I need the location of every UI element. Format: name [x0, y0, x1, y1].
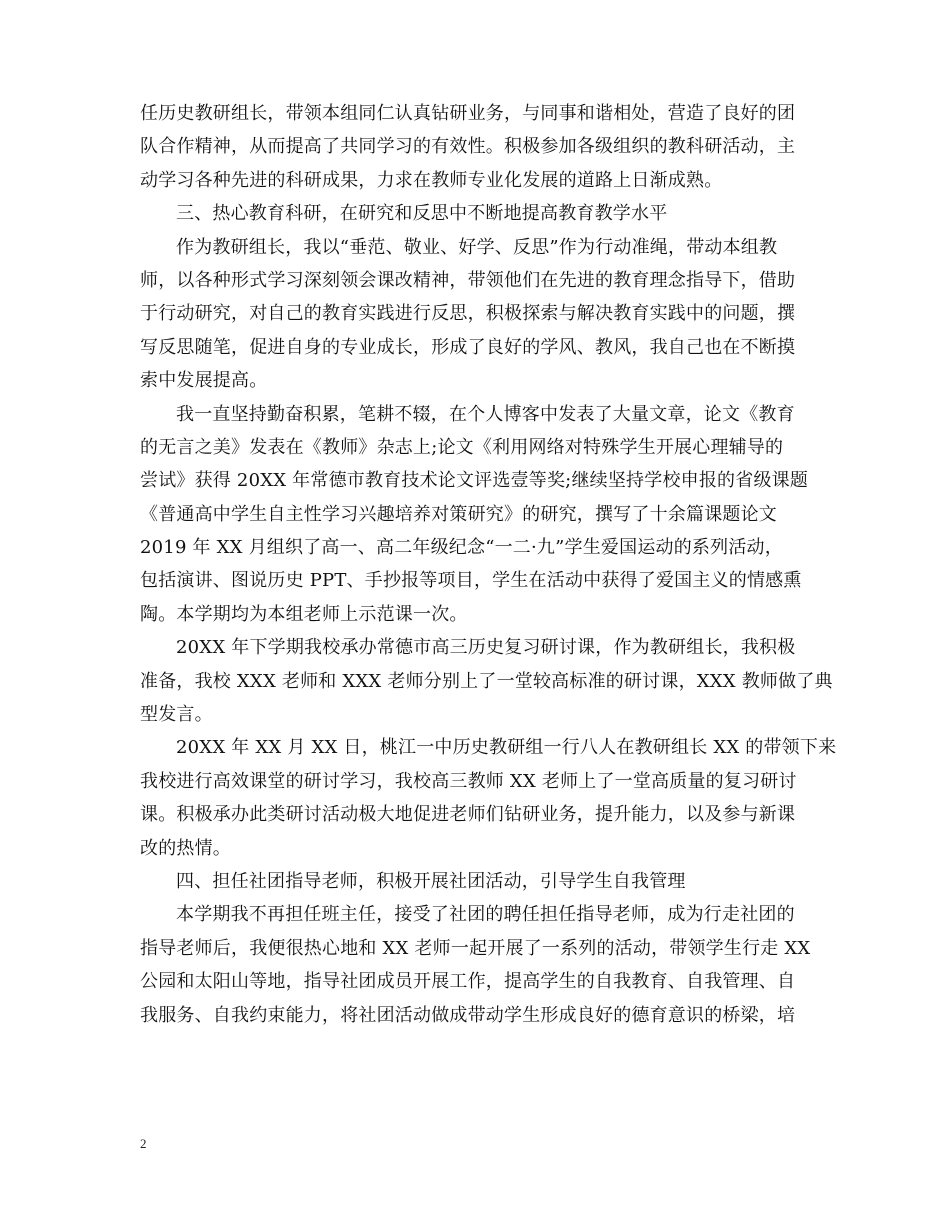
text-line: 写反思随笔，促进自身的专业成长，形成了良好的学风、教风，我自己也在不断摸 [140, 336, 796, 358]
text-line: 索中发展提高。 [140, 370, 268, 392]
text-line: 四、担任社团指导老师，积极开展社团活动，引导学生自我管理 [176, 870, 686, 892]
text-line: 尝试》获得 20XX 年常德市教育技术论文评选壹等奖;继续坚持学校申报的省级课题 [140, 470, 809, 492]
text-line: 我一直坚持勤奋积累，笔耕不辍，在个人博客中发表了大量文章，论文《教育 [176, 403, 795, 425]
text-line: 我服务、自我约束能力，将社团活动做成带动学生形成良好的德育意识的桥梁，培 [140, 1004, 796, 1026]
text-line: 任历史教研组长，带领本组同仁认真钻研业务，与同事和谐相处，营造了良好的团 [140, 103, 796, 124]
text-line: 公园和太阳山等地，指导社团成员开展工作，提高学生的自我教育、自我管理、自 [140, 971, 796, 993]
document-body [140, 97, 837, 1032]
text-line: 我校进行高效课堂的研讨学习，我校高三教师 XX 老师上了一堂高质量的复习研讨 [140, 770, 797, 792]
text-line: 本学期我不再担任班主任，接受了社团的聘任担任指导老师，成为行走社团的 [176, 904, 795, 926]
text-line: 改的热情。 [140, 837, 231, 859]
text-line: 20XX 年 XX 月 XX 日，桃江一中历史教研组一行八人在教研组长 XX 的带领下来 [176, 737, 837, 759]
text-line: 《普通高中学生自主性学习兴趣培养对策研究》的研究，撰写了十余篇课题论文 [140, 503, 777, 525]
text-line: 指导老师后，我便很热心地和 XX 老师一起开展了一系列的活动，带领学生行走 XX [140, 937, 811, 959]
page-number: 2 [140, 1136, 147, 1151]
text-line: 作为教研组长，我以“垂范、敬业、好学、反思”作为行动准绳，带动本组教 [176, 236, 778, 258]
text-line: 队合作精神，从而提高了共同学习的有效性。积极参加各级组织的教科研活动，主 [140, 136, 796, 158]
text-line: 三、热心教育科研，在研究和反思中不断地提高教育教学水平 [176, 203, 668, 225]
text-line: 师，以各种形式学习深刻领会课改精神，带领他们在先进的教育理念指导下，借助 [140, 269, 796, 291]
text-line: 20XX 年下学期我校承办常德市高三历史复习研讨课，作为教研组长，我积极 [176, 637, 796, 659]
text-line: 于行动研究，对自己的教育实践进行反思，积极探索与解决教育实践中的问题，撰 [140, 303, 796, 325]
text-line: 准备，我校 XXX 老师和 XXX 老师分别上了一堂较高标准的研讨课，XXX 教师做了典 [140, 670, 833, 692]
text-line: 动学习各种先进的科研成果，力求在教师专业化发展的道路上日渐成熟。 [140, 169, 723, 191]
text-line: 陶。本学期均为本组老师上示范课一次。 [140, 603, 468, 625]
text-line: 包括演讲、图说历史 PPT、手抄报等项目，学生在活动中获得了爱国主义的情感熏 [140, 570, 802, 592]
text-line: 课。积极承办此类研讨活动极大地促进老师们钻研业务，提升能力，以及参与新课 [140, 804, 796, 826]
text-line: 的无言之美》发表在《教师》杂志上;论文《利用网络对特殊学生开展心理辅导的 [140, 436, 784, 458]
text-line: 2019 年 XX 月组织了高一、高二年级纪念“一二·九”学生爱国运动的系列活动， [140, 537, 783, 559]
text-line: 型发言。 [140, 704, 213, 726]
